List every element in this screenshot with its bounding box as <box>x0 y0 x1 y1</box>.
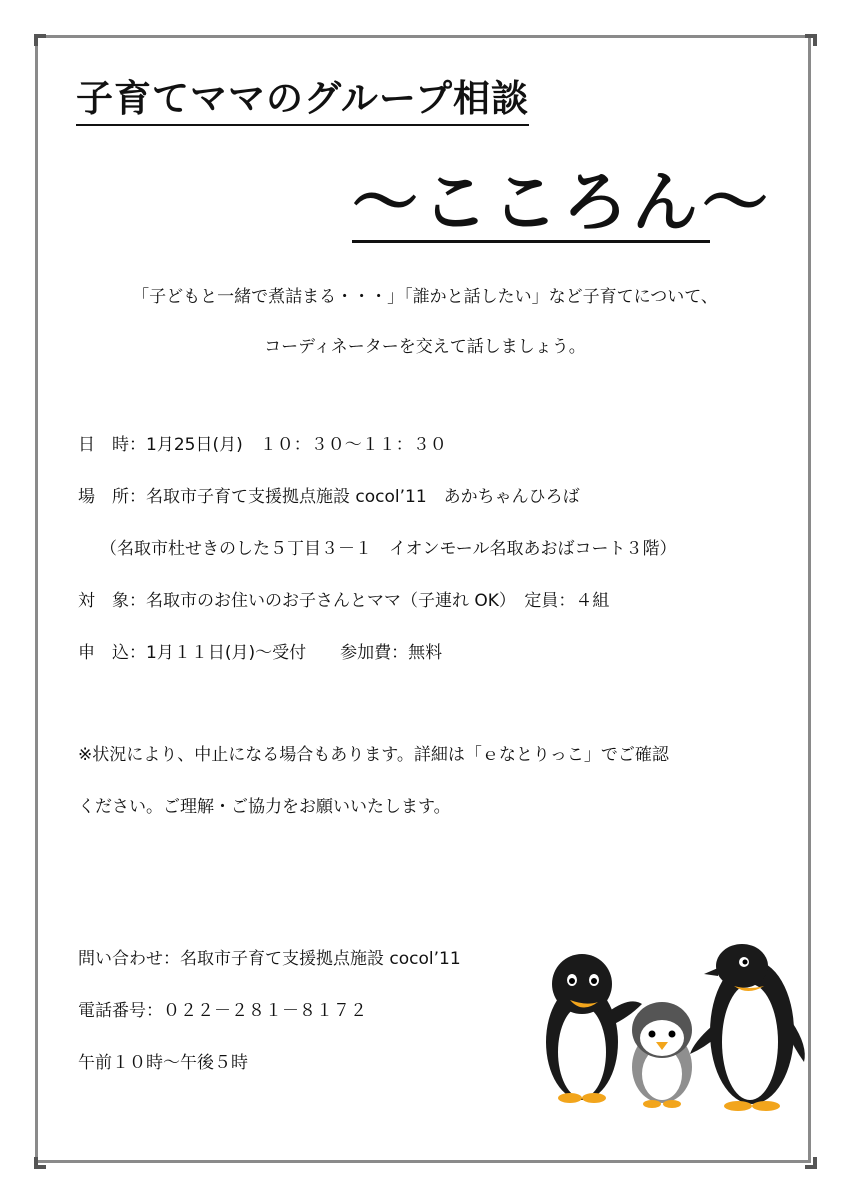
detail-application: 申 込：1月１１日(月)～受付 参加費：無料 <box>78 643 443 663</box>
border-corner <box>34 34 46 46</box>
penguin-family-illustration <box>512 922 812 1120</box>
detail-target: 対 象：名取市のお住いのお子さんとママ（子連れ OK） 定員：４組 <box>78 591 610 611</box>
contact-phone: 電話番号：０２２－２８１－８１７２ <box>78 1001 367 1021</box>
page-title: 子育てママのグループ相談 <box>76 76 529 126</box>
contact-hours: 午前１０時～午後５時 <box>78 1053 248 1073</box>
notice-line-2: ください。ご理解・ご協力をお願いいたします。 <box>78 797 451 817</box>
left-penguin-icon <box>546 954 642 1103</box>
intro-line-1: 「子どもと一緒で煮詰まる・・・」「誰かと話したい」など子育てについて、 <box>132 287 718 307</box>
detail-address: （名取市杜せきのした５丁目３－１ イオンモール名取あおばコート３階） <box>100 539 677 559</box>
right-penguin-icon <box>690 944 805 1111</box>
border-corner <box>34 1157 46 1169</box>
border-corner <box>805 1157 817 1169</box>
detail-datetime: 日 時：1月25日(月) １０：３０～１１：３０ <box>78 435 447 455</box>
notice-line-1: ※状況により、中止になる場合もあります。詳細は「ｅなとりっこ」でご確認 <box>78 745 669 765</box>
detail-place: 場 所：名取市子育て支援拠点施設 cocol’11 あかちゃんひろば <box>78 487 580 507</box>
border-corner <box>805 34 817 46</box>
intro-line-2: コーディネーターを交えて話しましょう。 <box>264 337 586 357</box>
contact-inquiry: 問い合わせ：名取市子育て支援拠点施設 cocol’11 <box>78 949 461 969</box>
chick-penguin-icon <box>632 1002 692 1108</box>
event-subtitle: ～こころん～ <box>352 164 772 241</box>
